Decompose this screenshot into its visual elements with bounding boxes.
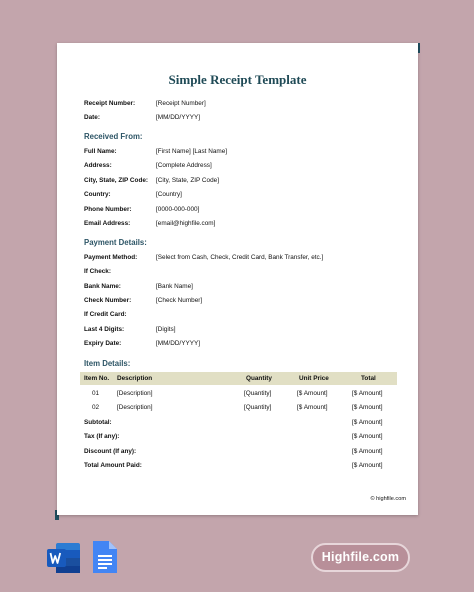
field-value: [Check Number] [156,297,203,304]
field-label: Country: [84,191,111,198]
field-value: [0000-000-000] [156,206,200,213]
field-label: Date: [84,114,100,121]
column-header-quantity: Quantity [246,375,272,382]
document-title: Simple Receipt Template [168,72,307,87]
summary-value: [$ Amount] [352,419,383,426]
field-value: [Bank Name] [156,283,193,290]
item-unit-price: [$ Amount] [297,404,328,411]
section-heading-received-from: Received From: [84,132,143,141]
field-label: Expiry Date: [84,340,122,347]
item-number: 02 [92,404,100,411]
field-value: [Digits] [156,326,176,333]
column-header-item-no: Item No. [84,375,110,382]
field-value: [MM/DD/YYYY] [156,114,201,121]
field-value: [Complete Address] [156,162,212,169]
field-value: [First Name] [Last Name] [156,148,228,155]
field-value: [MM/DD/YYYY] [156,340,201,347]
item-number: 01 [92,390,100,397]
summary-value: [$ Amount] [352,433,383,440]
field-value: [Select from Cash, Check, Credit Card, Bank Transfer, etc.] [156,254,324,261]
receipt-document [57,43,418,515]
field-label: Address: [84,162,112,169]
google-docs-icon [92,540,118,574]
copyright-note: © highfile.com [370,496,406,502]
section-heading-payment-details: Payment Details: [84,238,147,247]
summary-value: [$ Amount] [352,448,383,455]
item-description: [Description] [117,390,153,397]
field-label: Receipt Number: [84,100,136,107]
column-header-unit-price: Unit Price [299,375,329,382]
highfile-brand-badge[interactable]: Highfile.com [311,543,410,572]
item-quantity: [Quantity] [244,390,272,397]
item-total: [$ Amount] [352,404,383,411]
field-label: Email Address: [84,220,131,227]
field-label: Full Name: [84,148,117,155]
item-table-header [80,372,397,385]
field-value: [Receipt Number] [156,100,206,107]
field-label: If Credit Card: [84,311,127,318]
field-label: Payment Method: [84,254,138,261]
section-heading-item-details: Item Details: [84,359,131,368]
field-label: Check Number: [84,297,132,304]
item-total: [$ Amount] [352,390,383,397]
column-header-total: Total [361,375,376,382]
column-header-description: Description [117,375,153,382]
field-value: [email@highfile.com] [156,220,216,227]
field-label: Bank Name: [84,283,121,290]
field-label: If Check: [84,268,111,275]
item-unit-price: [$ Amount] [297,390,328,397]
field-label: City, State, ZIP Code: [84,177,149,184]
field-label: Phone Number: [84,206,132,213]
summary-value: [$ Amount] [352,462,383,469]
summary-label: Tax (If any): [84,433,120,440]
item-quantity: [Quantity] [244,404,272,411]
field-value: [Country] [156,191,182,198]
summary-label: Subtotal: [84,419,112,426]
item-description: [Description] [117,404,153,411]
field-label: Last 4 Digits: [84,326,125,333]
word-icon [46,542,82,574]
summary-label: Total Amount Paid: [84,462,142,469]
field-value: [City, State, ZIP Code] [156,177,219,184]
summary-label: Discount (If any): [84,448,137,455]
